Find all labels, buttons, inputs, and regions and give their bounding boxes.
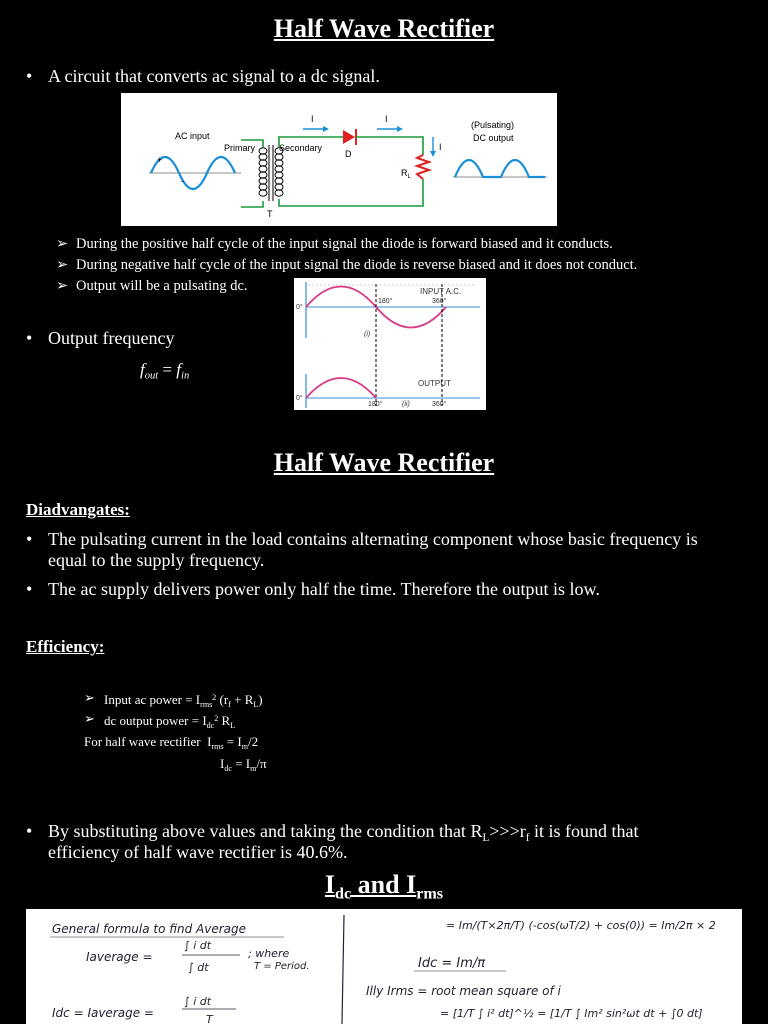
half-wave-idc-line: $I_{dc} = I_m/\pi$ <box>220 756 267 773</box>
input-power-line: ➢ Input ac power = $I_{rms}^2$ $(r_f + R_L)$ <box>84 690 263 709</box>
arrow-bullet-icon: ➢ <box>56 236 69 252</box>
bullet-text-line1: The pulsating current in the load contains alternating component whose basic frequency is <box>48 529 698 549</box>
ac-input-label: AC input <box>175 131 210 141</box>
bullet-text-line2: equal to the supply frequency. <box>48 550 265 570</box>
slide1-title: Half Wave Rectifier <box>273 14 495 43</box>
note-general: General formula to find Average <box>52 922 247 936</box>
minus-sign: - <box>181 176 184 186</box>
arrow-bullet-icon: ➢ <box>84 711 95 726</box>
output-label: OUTPUT <box>418 379 451 388</box>
note-eq-top: = Im/(T×2π/T) (-cos(ωT/2) + cos(0)) = Im/2π × 2 <box>446 919 716 932</box>
load-label: $R_L$ <box>401 168 411 180</box>
notes-svg <box>26 909 742 1024</box>
deg360-bottom: 360° <box>432 401 447 408</box>
point-pulsating <box>56 278 296 296</box>
current-label-2: I <box>385 114 388 124</box>
point-text: During the positive half cycle of the input signal the diode is forward biased and it conducts. <box>76 236 613 252</box>
transformer-label: T <box>267 209 273 219</box>
secondary-label: Secondary <box>279 143 323 153</box>
bullet-dot: • <box>26 328 33 348</box>
frequency-formula: $f_{out} = f_{in}$ <box>140 360 190 382</box>
point-text: During negative half cycle of the input signal the diode is reverse biased and it does not conduct. <box>76 257 638 273</box>
tag-i: (i) <box>364 331 371 338</box>
svg-text:∫ dt: ∫ dt <box>188 961 209 974</box>
disadvantage-2 <box>26 579 756 601</box>
bullet-dot: • <box>26 529 33 549</box>
bullet-definition <box>26 66 746 88</box>
circuit-diagram <box>121 93 557 226</box>
current-label-3: I <box>439 142 442 152</box>
arrow-bullet-icon: ➢ <box>84 690 95 705</box>
primary-label: Primary <box>224 143 255 153</box>
circuit-svg <box>121 93 557 226</box>
substitution-line1: By substituting above values and taking the condition that $R_L>>>r_f$ it is found that <box>48 821 639 844</box>
waveform-svg <box>294 278 486 410</box>
tag-ii: (ii) <box>402 401 410 408</box>
diode-label: D <box>345 149 352 159</box>
slide2-title: Half Wave Rectifier <box>273 448 495 477</box>
note-idc-result: Idc = Im/π <box>418 956 486 971</box>
bullet-text: The ac supply delivers power only half the time. Therefore the output is low. <box>48 579 600 599</box>
note-rms-formula: = [1/T ∫ i² dt]^½ = [1/T ∫ Im² sin²ωt dt + ∫0 dt] <box>440 1007 703 1020</box>
svg-text:∫ i dt: ∫ i dt <box>184 995 212 1008</box>
deg0-bottom: 0° <box>296 395 303 402</box>
input-ac-label: INPUT A.C. <box>420 287 462 296</box>
disadvantage-1 <box>26 529 756 573</box>
svg-text:T: T <box>206 1013 213 1024</box>
arrow-bullet-icon: ➢ <box>56 278 69 294</box>
deg180-bottom: 180° <box>368 401 383 408</box>
bullet-output-frequency <box>26 328 276 350</box>
handwritten-notes <box>26 909 742 1024</box>
deg0-top: 0° <box>296 304 303 311</box>
waveform-graph <box>294 278 486 410</box>
note-iaverage: Iaverage = <box>86 950 153 964</box>
half-wave-irms-line: For half wave rectifier $I_{rms} = I_m/2$ <box>84 734 259 751</box>
dc-power-line: ➢ dc output power = $I_{dc}^2$ $R_L$ <box>84 711 236 730</box>
point-text: Output will be a pulsating dc. <box>76 278 248 294</box>
output-label-1: (Pulsating) <box>471 120 515 130</box>
bullet-dot: • <box>26 579 33 599</box>
bullet-dot: • <box>26 821 33 841</box>
disadvantages-heading: Diadvangates: <box>26 500 130 519</box>
point-negative-cycle <box>56 257 756 275</box>
substitution-bullet <box>26 821 756 865</box>
note-idc-line: Idc = Iaverage = <box>52 1006 154 1020</box>
bullet-dot: • <box>26 66 33 86</box>
substitution-line2: efficiency of half wave rectifier is 40.6%. <box>48 842 348 862</box>
plus-sign: + <box>157 155 163 165</box>
note-period: T = Period. <box>254 961 310 972</box>
output-label-2: DC output <box>473 133 514 143</box>
bullet-text: Output frequency <box>48 328 175 348</box>
point-positive-cycle <box>56 236 756 254</box>
bullet-text: A circuit that converts ac signal to a dc signal. <box>48 66 380 86</box>
deg360-top: 360° <box>432 298 447 305</box>
svg-text:∫ i dt: ∫ i dt <box>184 939 212 952</box>
note-illy-irms: Illy Irms = root mean square of i <box>366 984 561 998</box>
current-label-1: I <box>311 114 314 124</box>
slide3-title: $I_{dc}$ and $I_{rms}$ <box>324 870 444 903</box>
deg180-top: 180° <box>378 298 393 305</box>
efficiency-heading: Efficiency: <box>26 637 105 656</box>
note-where: ; where <box>248 947 290 960</box>
arrow-bullet-icon: ➢ <box>56 257 69 273</box>
